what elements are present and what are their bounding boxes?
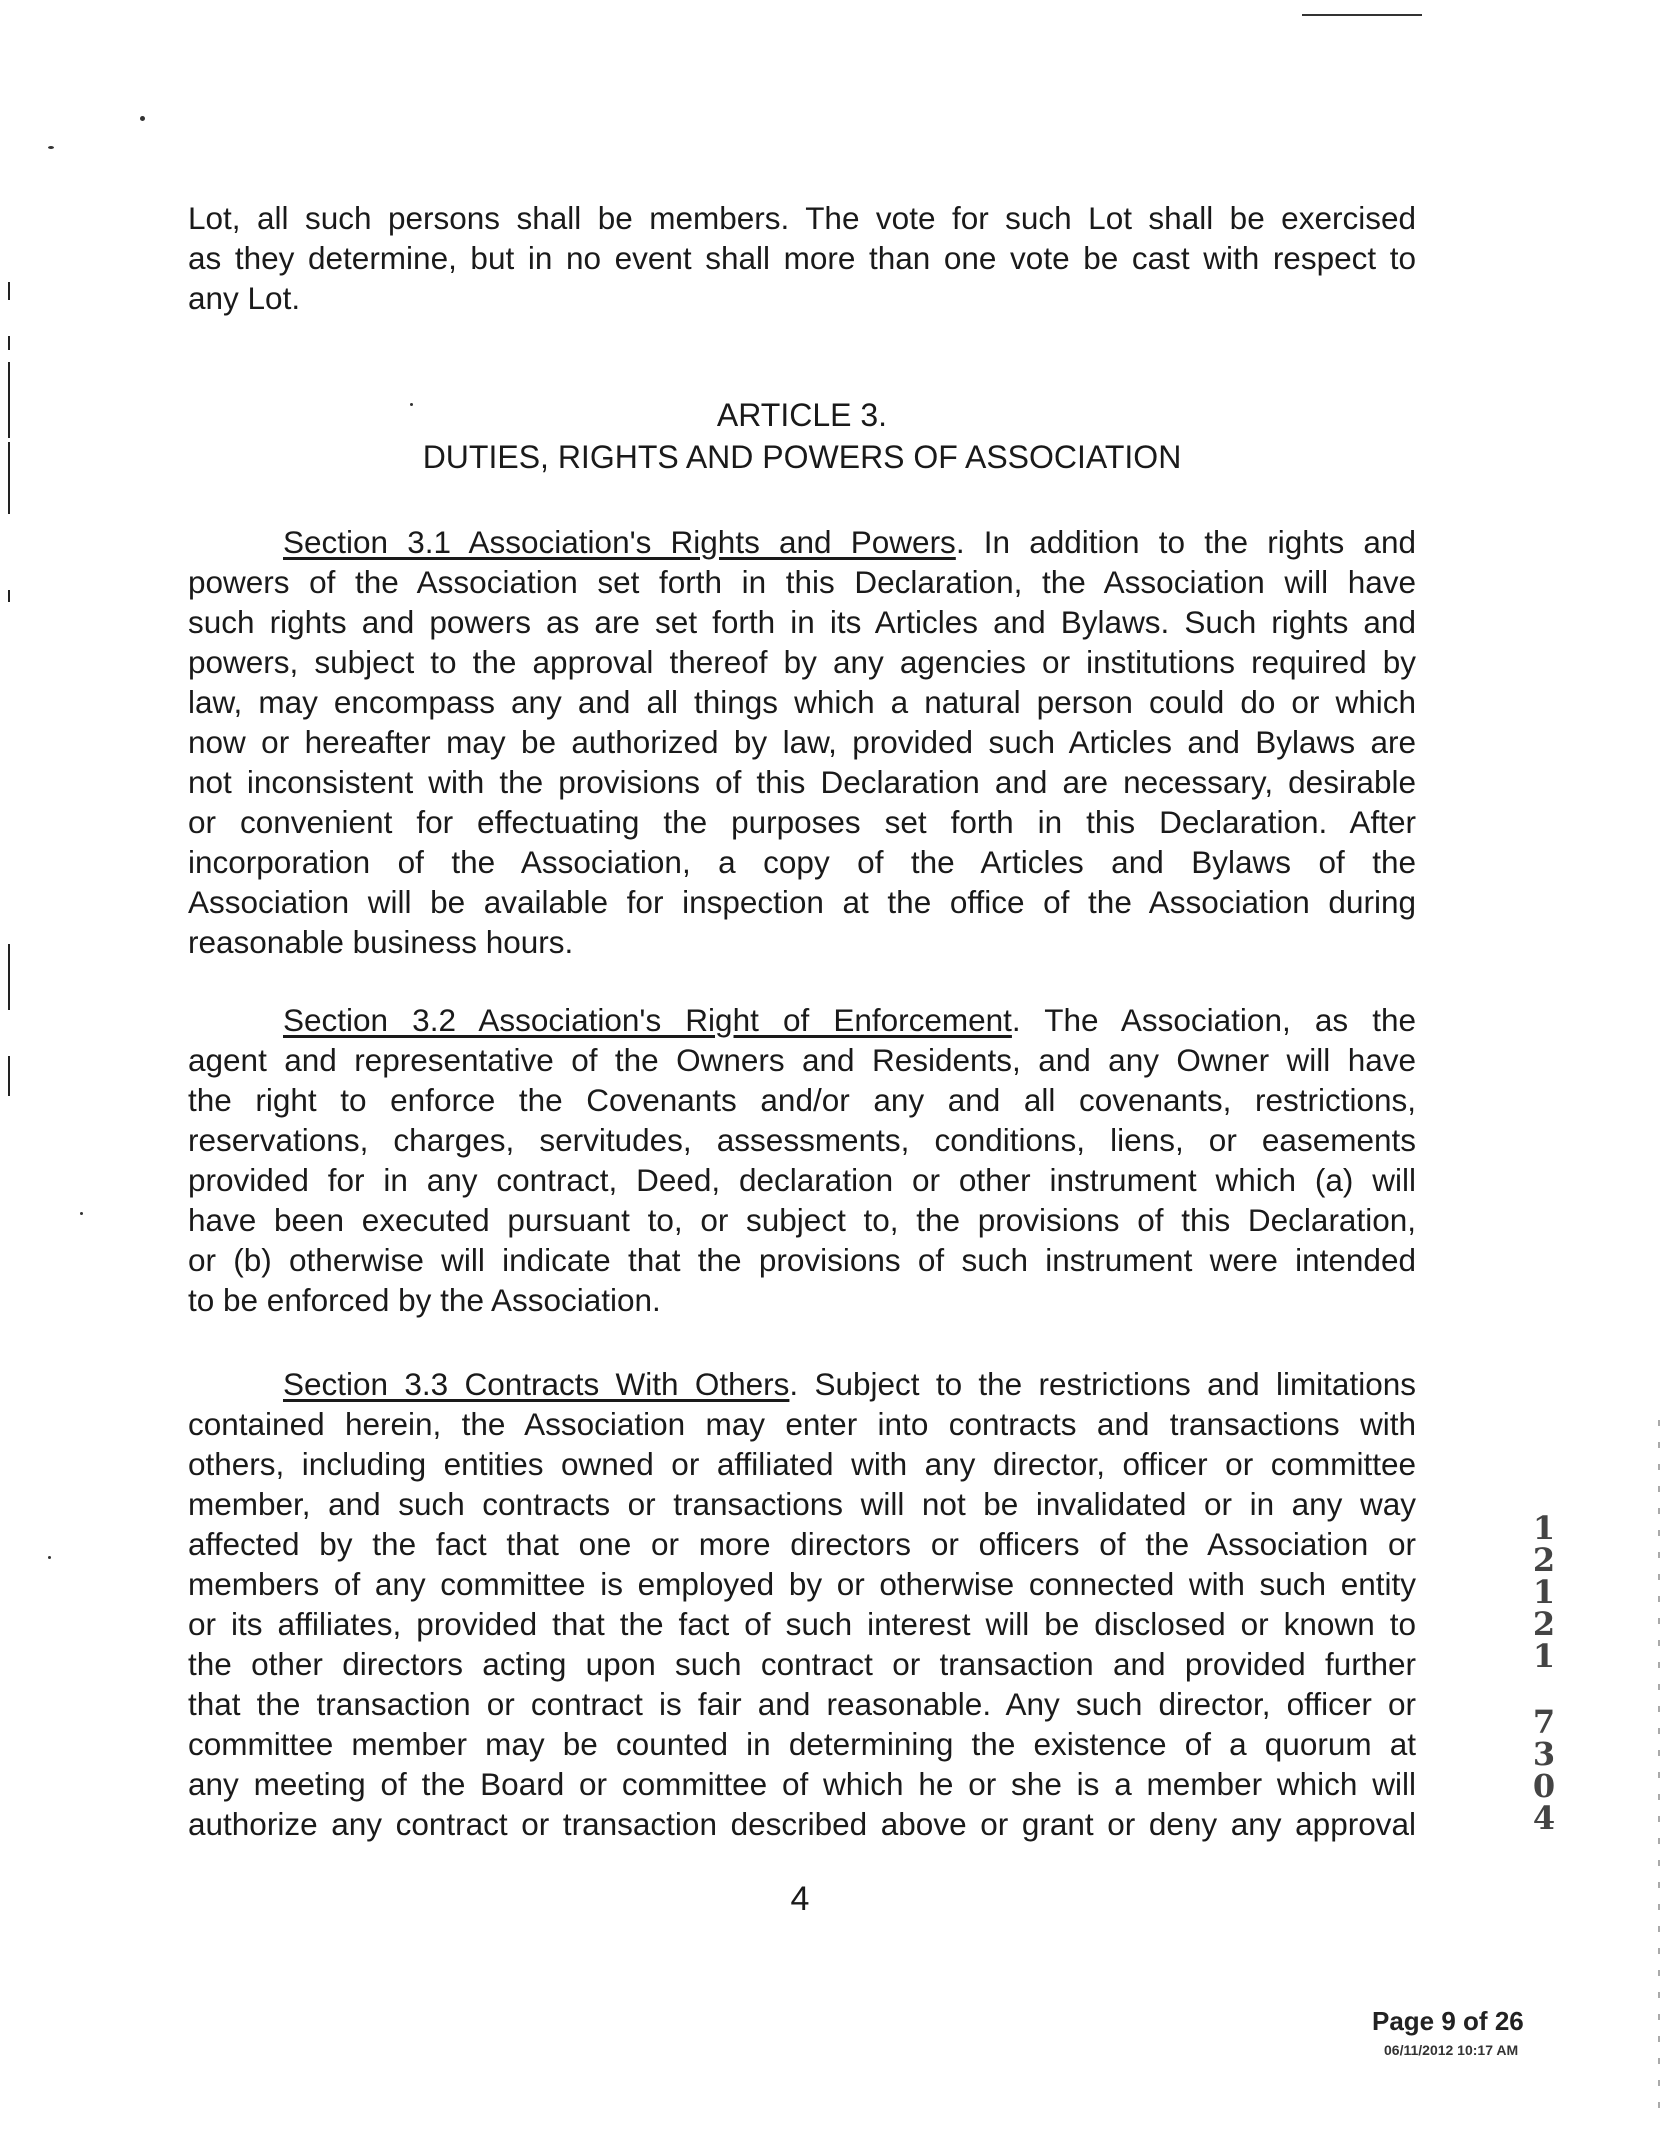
text-line: powers, subject to the approval thereof by any agencies or institutions required by	[188, 644, 1416, 680]
text-line: now or hereafter may be authorized by law, provided such Articles and Bylaws are	[188, 724, 1416, 760]
text-line: incorporation of the Association, a copy of the Articles and Bylaws of the	[188, 844, 1416, 880]
text-line: as they determine, but in no event shall more than one vote be cast with respect to	[188, 240, 1416, 276]
text-line: committee member may be counted in determining the existence of a quorum at	[188, 1726, 1416, 1762]
stamp-digit: 7	[1532, 1703, 1556, 1741]
text-line: Association will be available for inspection at the office of the Association during	[188, 884, 1416, 920]
margin-change-bar	[8, 944, 10, 1010]
section-3-3	[188, 1364, 1416, 1844]
stamp-digit: 2	[1532, 1605, 1556, 1643]
text-line: or convenient for effectuating the purposes set forth in this Declaration. After	[188, 804, 1416, 840]
stamp-digit: 1	[1532, 1637, 1556, 1675]
scan-speck	[48, 1556, 51, 1559]
section-first-line-text: The Association, as the	[1020, 1002, 1416, 1038]
section-3-1	[188, 522, 1416, 962]
text-line: powers of the Association set forth in this Declaration, the Association will have	[188, 564, 1416, 600]
text-line: Lot, all such persons shall be members. The vote for such Lot shall be exercised	[188, 200, 1416, 236]
scan-speck	[48, 146, 54, 149]
text-line: the other directors acting upon such contract or transaction and provided further	[188, 1646, 1416, 1682]
margin-change-bar	[8, 362, 10, 438]
stamp-digit: 3	[1532, 1735, 1556, 1773]
text-line: not inconsistent with the provisions of this Declaration and are necessary, desirable	[188, 764, 1416, 800]
text-line: have been executed pursuant to, or subject to, the provisions of this Declaration,	[188, 1202, 1416, 1238]
section-first-line-text: In addition to the rights and	[964, 524, 1416, 560]
scan-edge-artifact	[1658, 1420, 1660, 2120]
section-first-line	[188, 1364, 1416, 1404]
section-first-line	[188, 1000, 1416, 1040]
text-line: others, including entities owned or affiliated with any director, officer or committee	[188, 1446, 1416, 1482]
section-title: Section 3.1 Association's Rights and Powers	[283, 524, 956, 560]
text-line: reservations, charges, servitudes, assessments, conditions, liens, or easements	[188, 1122, 1416, 1158]
stamp-gap	[1530, 1672, 1558, 1706]
stamp-digit: 0	[1532, 1767, 1556, 1805]
stamp-digit: 4	[1532, 1799, 1556, 1837]
footer-page-count: Page 9 of 26	[1372, 2006, 1524, 2036]
section-first-line	[188, 522, 1416, 562]
text-line: member, and such contracts or transactions will not be invalidated or in any way	[188, 1486, 1416, 1522]
article-number: ARTICLE 3.	[716, 397, 888, 433]
text-line: contained herein, the Association may enter into contracts and transactions with	[188, 1406, 1416, 1442]
scan-speck	[80, 1212, 83, 1215]
stamp-digit: 1	[1532, 1509, 1556, 1547]
section-title: Section 3.2 Association's Right of Enforcement	[283, 1002, 1012, 1038]
scan-rule-artifact	[1302, 14, 1422, 16]
text-line: provided for in any contract, Deed, declaration or other instrument which (a) will	[188, 1162, 1416, 1198]
stamp-digit: 1	[1532, 1573, 1556, 1611]
opening-paragraph	[188, 198, 1416, 318]
recording-stamp	[1530, 1509, 1558, 1837]
margin-change-bar	[8, 442, 10, 514]
text-line: such rights and powers as are set forth in its Articles and Bylaws. Such rights and	[188, 604, 1416, 640]
text-line: agent and representative of the Owners and Residents, and any Owner will have	[188, 1042, 1416, 1078]
section-first-line-text: Subject to the restrictions and limitations	[798, 1366, 1416, 1402]
section-title-suffix: .	[955, 524, 965, 560]
text-line: any meeting of the Board or committee of which he or she is a member which will	[188, 1766, 1416, 1802]
section-title-suffix: .	[1011, 1002, 1021, 1038]
text-line: reasonable business hours.	[188, 924, 574, 960]
section-title: Section 3.3 Contracts With Others	[283, 1366, 790, 1402]
margin-change-bar	[8, 336, 10, 350]
text-line: any Lot.	[188, 280, 301, 316]
page-number: 4	[790, 1880, 810, 1918]
article-title: DUTIES, RIGHTS AND POWERS OF ASSOCIATION	[422, 439, 1182, 475]
stamp-digit: 2	[1532, 1541, 1556, 1579]
margin-change-bar	[8, 590, 10, 602]
text-line: or (b) otherwise will indicate that the provisions of such instrument were intended	[188, 1242, 1416, 1278]
text-line: law, may encompass any and all things which a natural person could do or which	[188, 684, 1416, 720]
text-line: authorize any contract or transaction described above or grant or deny any approval	[188, 1806, 1416, 1842]
margin-change-bar	[8, 282, 10, 300]
section-3-2	[188, 1000, 1416, 1320]
scan-speck	[140, 116, 145, 121]
text-line: or its affiliates, provided that the fact of such interest will be disclosed or known to	[188, 1606, 1416, 1642]
text-line: affected by the fact that one or more directors or officers of the Association or	[188, 1526, 1416, 1562]
footer-timestamp: 06/11/2012 10:17 AM	[1384, 2042, 1519, 2058]
article-heading	[188, 394, 1416, 478]
text-line: members of any committee is employed by or otherwise connected with such entity	[188, 1566, 1416, 1602]
section-title-suffix: .	[789, 1366, 799, 1402]
text-line: the right to enforce the Covenants and/or any and all covenants, restrictions,	[188, 1082, 1416, 1118]
text-line: to be enforced by the Association.	[188, 1282, 661, 1318]
text-line: that the transaction or contract is fair and reasonable. Any such director, officer or	[188, 1686, 1416, 1722]
margin-change-bar	[8, 1056, 10, 1096]
